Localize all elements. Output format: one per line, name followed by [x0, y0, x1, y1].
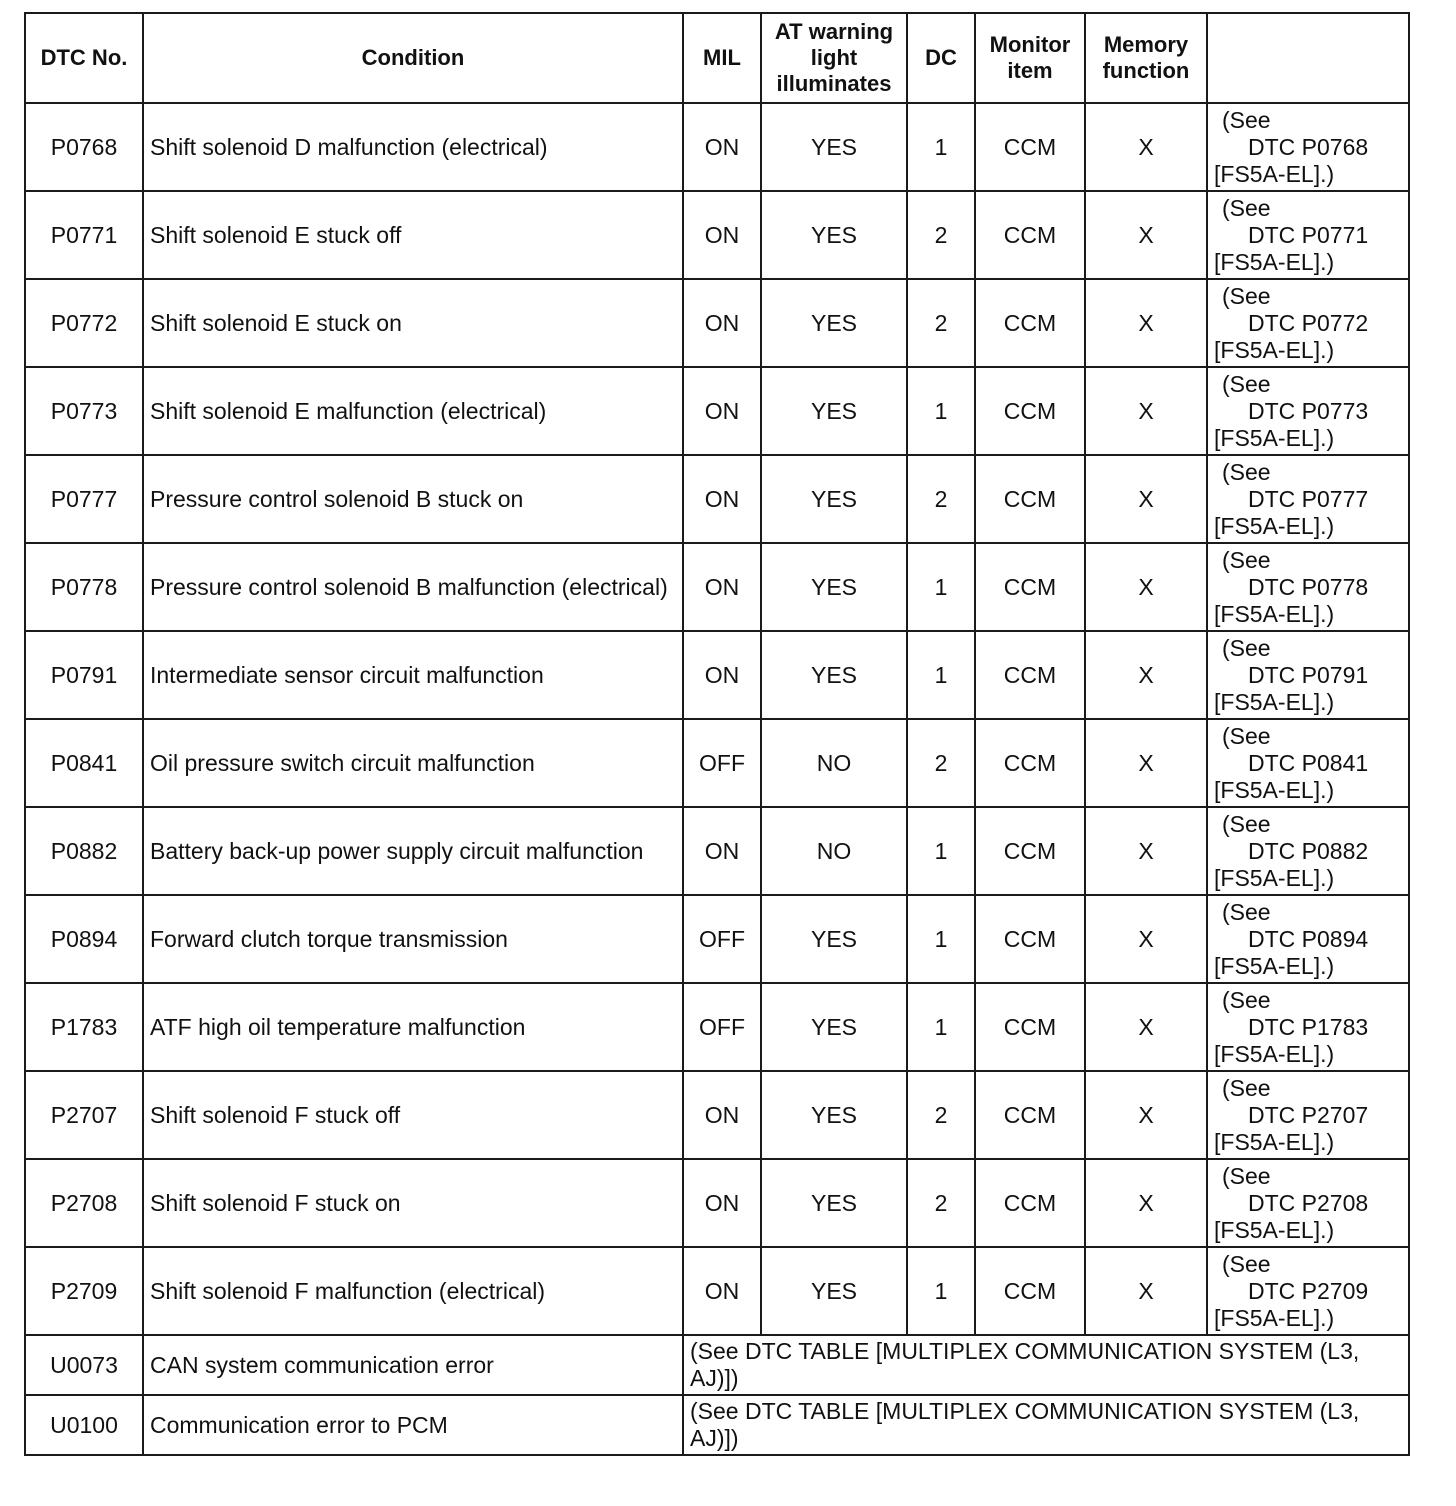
reference-line-1: (See [1222, 810, 1271, 837]
mil-cell: ON [683, 631, 761, 719]
header-condition: Condition [143, 13, 683, 103]
reference-line-2: DTC P0778 [1248, 573, 1369, 600]
dtc-table [24, 12, 1410, 1456]
table-row [25, 103, 1409, 191]
condition-cell: Shift solenoid E stuck on [143, 279, 683, 367]
reference-cell [1207, 1071, 1409, 1159]
reference-line-2: DTC P0768 [1248, 133, 1369, 160]
header-dtc-no: DTC No. [25, 13, 143, 103]
mil-cell: OFF [683, 719, 761, 807]
dc-cell: 2 [907, 719, 975, 807]
header-mil: MIL [683, 13, 761, 103]
dtc-no-cell: P0841 [25, 719, 143, 807]
condition-cell: Shift solenoid F stuck on [143, 1159, 683, 1247]
dtc-no-cell: P0771 [25, 191, 143, 279]
table-row [25, 807, 1409, 895]
dtc-no-cell: P0882 [25, 807, 143, 895]
dc-cell: 1 [907, 807, 975, 895]
mil-cell: ON [683, 367, 761, 455]
table-row [25, 631, 1409, 719]
reference-line-1: (See [1222, 1250, 1271, 1277]
dtc-no-cell: P2707 [25, 1071, 143, 1159]
monitor-item-cell: CCM [975, 983, 1085, 1071]
reference-span-cell: (See DTC TABLE [MULTIPLEX COMMUNICATION SYSTEM (L3, AJ)]) [683, 1395, 1409, 1455]
condition-cell: Forward clutch torque transmission [143, 895, 683, 983]
at-warning-cell: YES [761, 983, 907, 1071]
mil-cell: ON [683, 1247, 761, 1335]
condition-cell: Intermediate sensor circuit malfunction [143, 631, 683, 719]
reference-line-2: DTC P0772 [1248, 309, 1369, 336]
table-row [25, 1247, 1409, 1335]
dtc-no-cell: P0768 [25, 103, 143, 191]
reference-line-1: (See [1222, 370, 1271, 397]
condition-cell: Shift solenoid E stuck off [143, 191, 683, 279]
at-warning-cell: YES [761, 279, 907, 367]
monitor-item-cell: CCM [975, 1159, 1085, 1247]
monitor-item-cell: CCM [975, 191, 1085, 279]
dtc-no-cell: P0773 [25, 367, 143, 455]
table-row [25, 191, 1409, 279]
at-warning-cell: YES [761, 543, 907, 631]
condition-cell: CAN system communication error [143, 1335, 683, 1395]
memory-function-cell: X [1085, 895, 1207, 983]
header-reference [1207, 13, 1409, 103]
memory-function-cell: X [1085, 1071, 1207, 1159]
reference-line-3: [FS5A-EL].) [1214, 512, 1335, 539]
table-row [25, 367, 1409, 455]
reference-line-1: (See [1222, 898, 1271, 925]
table-row [25, 895, 1409, 983]
dc-cell: 2 [907, 191, 975, 279]
dtc-no-cell: P0778 [25, 543, 143, 631]
header-row [25, 13, 1409, 103]
dtc-no-cell: U0073 [25, 1335, 143, 1395]
at-warning-cell: YES [761, 367, 907, 455]
reference-line-3: [FS5A-EL].) [1214, 776, 1335, 803]
table-row [25, 983, 1409, 1071]
memory-function-cell: X [1085, 103, 1207, 191]
condition-cell: Shift solenoid F malfunction (electrical) [143, 1247, 683, 1335]
condition-cell: Shift solenoid F stuck off [143, 1071, 683, 1159]
reference-line-1: (See [1222, 634, 1271, 661]
condition-cell: Oil pressure switch circuit malfunction [143, 719, 683, 807]
header-at-warning-light: AT warning light illuminates [761, 13, 907, 103]
condition-cell: ATF high oil temperature malfunction [143, 983, 683, 1071]
table-row [25, 1071, 1409, 1159]
dc-cell: 1 [907, 1247, 975, 1335]
reference-line-2: DTC P0882 [1248, 837, 1369, 864]
mil-cell: ON [683, 103, 761, 191]
reference-cell [1207, 807, 1409, 895]
dc-cell: 1 [907, 983, 975, 1071]
reference-line-1: (See [1222, 722, 1271, 749]
dtc-no-cell: P0777 [25, 455, 143, 543]
memory-function-cell: X [1085, 807, 1207, 895]
memory-function-cell: X [1085, 367, 1207, 455]
mil-cell: ON [683, 1071, 761, 1159]
dtc-no-cell: P0894 [25, 895, 143, 983]
at-warning-cell: YES [761, 191, 907, 279]
reference-line-2: DTC P0894 [1248, 925, 1369, 952]
condition-cell: Battery back-up power supply circuit malfunction [143, 807, 683, 895]
dtc-no-cell: P0772 [25, 279, 143, 367]
reference-cell [1207, 103, 1409, 191]
mil-cell: ON [683, 191, 761, 279]
condition-cell: Shift solenoid E malfunction (electrical) [143, 367, 683, 455]
reference-line-1: (See [1222, 106, 1271, 133]
at-warning-cell: NO [761, 719, 907, 807]
mil-cell: ON [683, 1159, 761, 1247]
table-row [25, 1335, 1409, 1395]
reference-cell [1207, 895, 1409, 983]
memory-function-cell: X [1085, 191, 1207, 279]
reference-line-3: [FS5A-EL].) [1214, 688, 1335, 715]
reference-cell [1207, 543, 1409, 631]
dc-cell: 1 [907, 367, 975, 455]
mil-cell: ON [683, 279, 761, 367]
reference-line-1: (See [1222, 458, 1271, 485]
mil-cell: ON [683, 455, 761, 543]
table-row [25, 1395, 1409, 1455]
monitor-item-cell: CCM [975, 807, 1085, 895]
reference-line-3: [FS5A-EL].) [1214, 1216, 1335, 1243]
dc-cell: 1 [907, 631, 975, 719]
reference-line-3: [FS5A-EL].) [1214, 248, 1335, 275]
monitor-item-cell: CCM [975, 543, 1085, 631]
memory-function-cell: X [1085, 1247, 1207, 1335]
reference-line-2: DTC P0791 [1248, 661, 1369, 688]
reference-cell [1207, 1247, 1409, 1335]
reference-line-2: DTC P2707 [1248, 1101, 1369, 1128]
monitor-item-cell: CCM [975, 631, 1085, 719]
header-dc: DC [907, 13, 975, 103]
dtc-no-cell: P0791 [25, 631, 143, 719]
reference-line-2: DTC P0841 [1248, 749, 1369, 776]
dtc-no-cell: P2709 [25, 1247, 143, 1335]
memory-function-cell: X [1085, 1159, 1207, 1247]
condition-cell: Pressure control solenoid B stuck on [143, 455, 683, 543]
at-warning-cell: YES [761, 1071, 907, 1159]
reference-line-3: [FS5A-EL].) [1214, 600, 1335, 627]
reference-span-cell: (See DTC TABLE [MULTIPLEX COMMUNICATION SYSTEM (L3, AJ)]) [683, 1335, 1409, 1395]
memory-function-cell: X [1085, 983, 1207, 1071]
dc-cell: 1 [907, 103, 975, 191]
monitor-item-cell: CCM [975, 895, 1085, 983]
reference-line-1: (See [1222, 194, 1271, 221]
memory-function-cell: X [1085, 719, 1207, 807]
memory-function-cell: X [1085, 279, 1207, 367]
reference-line-3: [FS5A-EL].) [1214, 864, 1335, 891]
header-monitor-item: Monitor item [975, 13, 1085, 103]
at-warning-cell: YES [761, 1247, 907, 1335]
header-memory-function: Memory function [1085, 13, 1207, 103]
memory-function-cell: X [1085, 631, 1207, 719]
at-warning-cell: YES [761, 455, 907, 543]
mil-cell: OFF [683, 895, 761, 983]
dc-cell: 2 [907, 455, 975, 543]
reference-cell [1207, 719, 1409, 807]
reference-line-2: DTC P0777 [1248, 485, 1369, 512]
reference-cell [1207, 1159, 1409, 1247]
reference-line-3: [FS5A-EL].) [1214, 1304, 1335, 1331]
reference-line-3: [FS5A-EL].) [1214, 1040, 1335, 1067]
reference-cell [1207, 983, 1409, 1071]
dtc-no-cell: P1783 [25, 983, 143, 1071]
reference-line-3: [FS5A-EL].) [1214, 424, 1335, 451]
dc-cell: 2 [907, 1071, 975, 1159]
reference-line-1: (See [1222, 986, 1271, 1013]
dtc-no-cell: P2708 [25, 1159, 143, 1247]
table-row [25, 279, 1409, 367]
table-row [25, 1159, 1409, 1247]
at-warning-cell: YES [761, 895, 907, 983]
reference-cell [1207, 279, 1409, 367]
monitor-item-cell: CCM [975, 279, 1085, 367]
at-warning-cell: YES [761, 103, 907, 191]
reference-line-2: DTC P2709 [1248, 1277, 1369, 1304]
reference-line-3: [FS5A-EL].) [1214, 1128, 1335, 1155]
at-warning-cell: NO [761, 807, 907, 895]
table-row [25, 543, 1409, 631]
reference-cell [1207, 455, 1409, 543]
at-warning-cell: YES [761, 1159, 907, 1247]
reference-line-3: [FS5A-EL].) [1214, 952, 1335, 979]
memory-function-cell: X [1085, 543, 1207, 631]
reference-line-1: (See [1222, 282, 1271, 309]
table-body [25, 103, 1409, 1455]
memory-function-cell: X [1085, 455, 1207, 543]
dc-cell: 1 [907, 543, 975, 631]
table-row [25, 719, 1409, 807]
monitor-item-cell: CCM [975, 367, 1085, 455]
reference-line-1: (See [1222, 546, 1271, 573]
monitor-item-cell: CCM [975, 719, 1085, 807]
reference-line-2: DTC P2708 [1248, 1189, 1369, 1216]
reference-line-2: DTC P0771 [1248, 221, 1369, 248]
dc-cell: 1 [907, 895, 975, 983]
reference-line-1: (See [1222, 1074, 1271, 1101]
reference-cell [1207, 367, 1409, 455]
reference-line-3: [FS5A-EL].) [1214, 336, 1335, 363]
condition-cell: Communication error to PCM [143, 1395, 683, 1455]
condition-cell: Pressure control solenoid B malfunction (electrical) [143, 543, 683, 631]
monitor-item-cell: CCM [975, 1071, 1085, 1159]
condition-cell: Shift solenoid D malfunction (electrical) [143, 103, 683, 191]
dc-cell: 2 [907, 1159, 975, 1247]
reference-line-2: DTC P0773 [1248, 397, 1369, 424]
dc-cell: 2 [907, 279, 975, 367]
monitor-item-cell: CCM [975, 103, 1085, 191]
reference-cell [1207, 631, 1409, 719]
dtc-no-cell: U0100 [25, 1395, 143, 1455]
monitor-item-cell: CCM [975, 455, 1085, 543]
monitor-item-cell: CCM [975, 1247, 1085, 1335]
table-row [25, 455, 1409, 543]
reference-cell [1207, 191, 1409, 279]
mil-cell: ON [683, 807, 761, 895]
at-warning-cell: YES [761, 631, 907, 719]
mil-cell: ON [683, 543, 761, 631]
reference-line-3: [FS5A-EL].) [1214, 160, 1335, 187]
mil-cell: OFF [683, 983, 761, 1071]
reference-line-1: (See [1222, 1162, 1271, 1189]
reference-line-2: DTC P1783 [1248, 1013, 1369, 1040]
